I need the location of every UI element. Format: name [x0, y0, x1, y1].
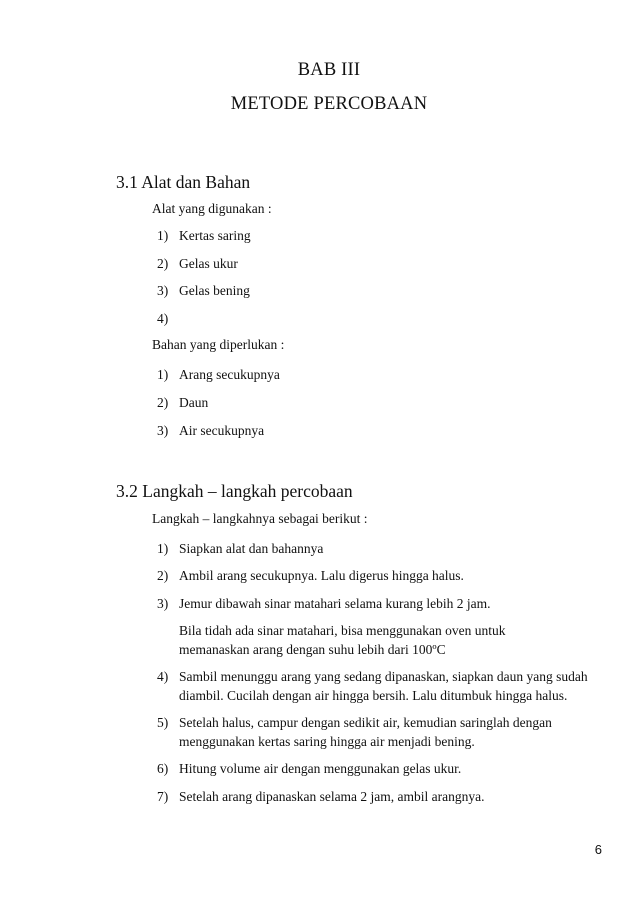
step-7: [152, 787, 572, 806]
step-5: [152, 713, 572, 751]
list-text: Gelas ukur: [179, 256, 238, 271]
step-6: [152, 759, 572, 778]
chapter-number: BAB III: [297, 60, 361, 80]
list-number: 4): [157, 311, 169, 326]
list-text: Siapkan alat dan bahannya: [179, 541, 324, 556]
materials-list-1: [152, 365, 280, 384]
list-number: 6): [157, 761, 169, 776]
section-heading-alat-bahan: 3.1 Alat dan Bahan: [116, 172, 251, 192]
list-number: 1): [157, 541, 169, 556]
list-text: Setelah halus, campur dengan sedikit air, kemudian saringlah dengan menggunakan kertas saring hingga air menjadi bening.: [179, 715, 552, 749]
list-text: Ambil arang secukupnya. Lalu digerus hingga halus.: [179, 568, 464, 583]
list-number: 2): [157, 395, 169, 410]
list-item: [152, 365, 280, 384]
list-text: Air secukupnya: [179, 423, 265, 438]
materials-list-3: [152, 421, 264, 440]
step-1: [152, 539, 572, 558]
list-number: 7): [157, 789, 169, 804]
step-4: [152, 667, 588, 705]
step-3-note-container: [152, 621, 572, 659]
list-item: [152, 667, 588, 705]
step-2: [152, 566, 572, 585]
list-text: Gelas bening: [179, 283, 250, 298]
list-text: Sambil menunggu arang yang sedang dipanaskan, siapkan daun yang sudah diambil. Cucilah dengan air hingga bersih. Lalu ditumbuk hingga halus.: [179, 669, 588, 703]
list-text: Kertas saring: [179, 228, 251, 243]
list-item: [152, 594, 572, 613]
materials-list-2: [152, 393, 208, 412]
list-number: 2): [157, 256, 169, 271]
tools-list-1: [152, 226, 251, 245]
list-text: Arang secukupnya: [179, 367, 280, 382]
list-number: 1): [157, 367, 169, 382]
step-3: [152, 594, 572, 613]
tools-intro: Alat yang digunakan :: [152, 201, 272, 216]
list-item: [152, 393, 208, 412]
materials-intro: Bahan yang diperlukan :: [152, 337, 285, 352]
list-item: [152, 759, 572, 778]
list-item: [152, 713, 572, 751]
list-item: [152, 254, 238, 273]
page-number: 6: [594, 842, 602, 857]
steps-intro: Langkah – langkahnya sebagai berikut :: [152, 511, 368, 526]
list-item: [152, 421, 264, 440]
list-text: Daun: [179, 395, 209, 410]
tools-list-3: [152, 281, 250, 300]
list-number: 3): [157, 283, 169, 298]
list-number: 5): [157, 715, 169, 730]
list-text: Hitung volume air dengan menggunakan gelas ukur.: [179, 761, 462, 776]
list-item: [152, 226, 251, 245]
list-number: 3): [157, 423, 169, 438]
list-text: Setelah arang dipanaskan selama 2 jam, ambil arangnya.: [179, 789, 485, 804]
list-number: 3): [157, 596, 169, 611]
list-text: Jemur dibawah sinar matahari selama kurang lebih 2 jam.: [179, 596, 491, 611]
list-item: [152, 566, 572, 585]
list-item: [152, 539, 572, 558]
section-heading-langkah: 3.2 Langkah – langkah percobaan: [116, 481, 353, 501]
tools-list-2: [152, 254, 238, 273]
list-number: 4): [157, 669, 169, 684]
step-3-note: Bila tidah ada sinar matahari, bisa menggunakan oven untuk memanaskan arang dengan suhu lebih dari 100ºC: [179, 623, 506, 657]
list-item: [152, 281, 250, 300]
list-number: 1): [157, 228, 169, 243]
list-number: 2): [157, 568, 169, 583]
chapter-title: METODE PERCOBAAN: [230, 94, 428, 114]
list-item: [152, 787, 572, 806]
